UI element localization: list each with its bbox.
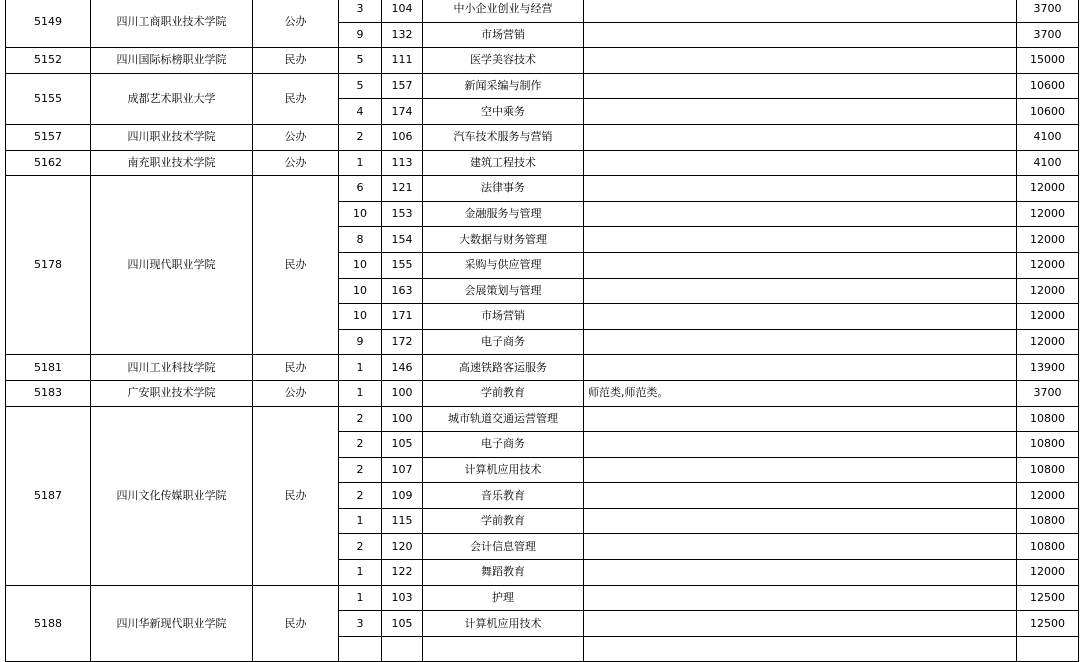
- major-name-cell: 采购与供应管理: [423, 252, 584, 278]
- plan-count-cell: 10: [339, 304, 382, 330]
- major-name-cell: 舞蹈教育: [423, 560, 584, 586]
- tuition-cell: 10800: [1017, 508, 1079, 534]
- major-code-cell: 105: [382, 611, 423, 637]
- major-name-cell: 高速铁路客运服务: [423, 355, 584, 381]
- tuition-cell: 12000: [1017, 304, 1079, 330]
- note-cell: [584, 0, 1017, 22]
- school-name-cell: 四川工商职业技术学院: [91, 0, 253, 48]
- tuition-cell: 10800: [1017, 534, 1079, 560]
- school-code-cell: 5149: [6, 0, 91, 48]
- plan-count-cell: 2: [339, 406, 382, 432]
- note-cell: [584, 508, 1017, 534]
- admission-plan-table: [5, 0, 1079, 662]
- table-row: [6, 73, 1079, 99]
- plan-count-cell: 1: [339, 150, 382, 176]
- major-code-cell: 146: [382, 355, 423, 381]
- tuition-cell: 12000: [1017, 227, 1079, 253]
- table-row: [6, 150, 1079, 176]
- school-type-cell: 民办: [253, 48, 339, 74]
- plan-count-cell: 1: [339, 508, 382, 534]
- major-name-cell: 会计信息管理: [423, 534, 584, 560]
- table-row: [6, 355, 1079, 381]
- note-cell: [584, 355, 1017, 381]
- major-name-cell: 学前教育: [423, 508, 584, 534]
- tuition-cell: 12500: [1017, 585, 1079, 611]
- school-name-cell: 成都艺术职业大学: [91, 73, 253, 124]
- major-name-cell: 会展策划与管理: [423, 278, 584, 304]
- major-code-cell: 104: [382, 0, 423, 22]
- tuition-cell: 12000: [1017, 176, 1079, 202]
- school-code-cell: 5178: [6, 176, 91, 355]
- table-row: [6, 124, 1079, 150]
- school-code-cell: 5155: [6, 73, 91, 124]
- major-code-cell: 109: [382, 483, 423, 509]
- tuition-cell: 3700: [1017, 22, 1079, 48]
- table-row: [6, 380, 1079, 406]
- school-name-cell: 南充职业技术学院: [91, 150, 253, 176]
- plan-count-cell: 8: [339, 227, 382, 253]
- table-row: [6, 48, 1079, 74]
- tuition-cell: 12000: [1017, 201, 1079, 227]
- note-cell: [584, 48, 1017, 74]
- school-type-cell: 民办: [253, 406, 339, 585]
- tuition-cell: 12000: [1017, 560, 1079, 586]
- major-name-cell: 计算机应用技术: [423, 457, 584, 483]
- school-type-cell: 公办: [253, 150, 339, 176]
- tuition-cell: 10600: [1017, 99, 1079, 125]
- school-name-cell: 四川文化传媒职业学院: [91, 406, 253, 585]
- note-cell: [584, 585, 1017, 611]
- school-code-cell: 5181: [6, 355, 91, 381]
- major-name-cell: [423, 636, 584, 662]
- major-code-cell: 120: [382, 534, 423, 560]
- major-code-cell: 100: [382, 406, 423, 432]
- major-code-cell: 171: [382, 304, 423, 330]
- major-name-cell: 市场营销: [423, 22, 584, 48]
- major-name-cell: 新闻采编与制作: [423, 73, 584, 99]
- note-cell: [584, 406, 1017, 432]
- major-code-cell: 174: [382, 99, 423, 125]
- table-row: [6, 406, 1079, 432]
- plan-count-cell: 1: [339, 355, 382, 381]
- school-type-cell: 公办: [253, 124, 339, 150]
- plan-count-cell: 4: [339, 99, 382, 125]
- major-name-cell: 空中乘务: [423, 99, 584, 125]
- tuition-cell: 10800: [1017, 406, 1079, 432]
- table-row: [6, 585, 1079, 611]
- plan-count-cell: 3: [339, 611, 382, 637]
- major-code-cell: 106: [382, 124, 423, 150]
- tuition-cell: [1017, 636, 1079, 662]
- major-name-cell: 中小企业创业与经营: [423, 0, 584, 22]
- note-cell: [584, 636, 1017, 662]
- plan-count-cell: 10: [339, 252, 382, 278]
- school-code-cell: 5188: [6, 585, 91, 662]
- major-code-cell: 103: [382, 585, 423, 611]
- plan-count-cell: 2: [339, 534, 382, 560]
- school-name-cell: 广安职业技术学院: [91, 380, 253, 406]
- major-name-cell: 电子商务: [423, 329, 584, 355]
- major-code-cell: 122: [382, 560, 423, 586]
- school-type-cell: 公办: [253, 380, 339, 406]
- tuition-cell: 15000: [1017, 48, 1079, 74]
- major-name-cell: 法律事务: [423, 176, 584, 202]
- major-code-cell: 163: [382, 278, 423, 304]
- note-cell: [584, 227, 1017, 253]
- major-name-cell: 市场营销: [423, 304, 584, 330]
- plan-count-cell: 6: [339, 176, 382, 202]
- note-cell: [584, 201, 1017, 227]
- school-name-cell: 四川现代职业学院: [91, 176, 253, 355]
- major-code-cell: 105: [382, 432, 423, 458]
- major-name-cell: 计算机应用技术: [423, 611, 584, 637]
- tuition-cell: 4100: [1017, 124, 1079, 150]
- school-name-cell: 四川职业技术学院: [91, 124, 253, 150]
- plan-count-cell: 2: [339, 432, 382, 458]
- major-code-cell: 100: [382, 380, 423, 406]
- school-type-cell: 民办: [253, 355, 339, 381]
- major-name-cell: 金融服务与管理: [423, 201, 584, 227]
- tuition-cell: 3700: [1017, 380, 1079, 406]
- plan-count-cell: 1: [339, 585, 382, 611]
- major-name-cell: 音乐教育: [423, 483, 584, 509]
- major-name-cell: 护理: [423, 585, 584, 611]
- major-name-cell: 汽车技术服务与营销: [423, 124, 584, 150]
- tuition-cell: 10600: [1017, 73, 1079, 99]
- major-name-cell: 医学美容技术: [423, 48, 584, 74]
- note-cell: [584, 483, 1017, 509]
- note-cell: [584, 457, 1017, 483]
- tuition-cell: 10800: [1017, 457, 1079, 483]
- tuition-cell: 4100: [1017, 150, 1079, 176]
- note-cell: [584, 176, 1017, 202]
- major-code-cell: 172: [382, 329, 423, 355]
- plan-count-cell: 10: [339, 278, 382, 304]
- major-code-cell: 153: [382, 201, 423, 227]
- note-cell: [584, 252, 1017, 278]
- major-name-cell: 学前教育: [423, 380, 584, 406]
- school-code-cell: 5157: [6, 124, 91, 150]
- plan-count-cell: 9: [339, 22, 382, 48]
- note-cell: [584, 560, 1017, 586]
- school-type-cell: 公办: [253, 0, 339, 48]
- tuition-cell: 12000: [1017, 252, 1079, 278]
- major-code-cell: 115: [382, 508, 423, 534]
- school-name-cell: 四川华新现代职业学院: [91, 585, 253, 662]
- major-code-cell: 132: [382, 22, 423, 48]
- school-name-cell: 四川工业科技学院: [91, 355, 253, 381]
- plan-count-cell: 5: [339, 73, 382, 99]
- school-code-cell: 5187: [6, 406, 91, 585]
- note-cell: [584, 278, 1017, 304]
- major-code-cell: 111: [382, 48, 423, 74]
- plan-count-cell: 2: [339, 457, 382, 483]
- tuition-cell: 13900: [1017, 355, 1079, 381]
- table-row: [6, 176, 1079, 202]
- tuition-cell: 12000: [1017, 278, 1079, 304]
- major-code-cell: 154: [382, 227, 423, 253]
- major-name-cell: 城市轨道交通运营管理: [423, 406, 584, 432]
- note-cell: [584, 22, 1017, 48]
- note-cell: [584, 150, 1017, 176]
- plan-count-cell: 2: [339, 483, 382, 509]
- note-cell: [584, 304, 1017, 330]
- note-cell: [584, 432, 1017, 458]
- plan-count-cell: 2: [339, 124, 382, 150]
- school-type-cell: 民办: [253, 585, 339, 662]
- tuition-cell: 10800: [1017, 432, 1079, 458]
- note-cell: [584, 611, 1017, 637]
- tuition-cell: 12000: [1017, 329, 1079, 355]
- plan-count-cell: 1: [339, 380, 382, 406]
- note-cell: [584, 73, 1017, 99]
- major-name-cell: 电子商务: [423, 432, 584, 458]
- school-type-cell: 民办: [253, 176, 339, 355]
- school-code-cell: 5162: [6, 150, 91, 176]
- major-code-cell: [382, 636, 423, 662]
- tuition-cell: 12000: [1017, 483, 1079, 509]
- plan-count-cell: 5: [339, 48, 382, 74]
- major-code-cell: 107: [382, 457, 423, 483]
- table-body: [6, 0, 1079, 662]
- note-cell: 师范类,师范类。: [584, 380, 1017, 406]
- plan-count-cell: [339, 636, 382, 662]
- table-row: [6, 0, 1079, 22]
- major-code-cell: 157: [382, 73, 423, 99]
- plan-count-cell: 3: [339, 0, 382, 22]
- note-cell: [584, 124, 1017, 150]
- major-name-cell: 大数据与财务管理: [423, 227, 584, 253]
- note-cell: [584, 329, 1017, 355]
- note-cell: [584, 99, 1017, 125]
- school-code-cell: 5152: [6, 48, 91, 74]
- school-code-cell: 5183: [6, 380, 91, 406]
- plan-count-cell: 10: [339, 201, 382, 227]
- school-name-cell: 四川国际标榜职业学院: [91, 48, 253, 74]
- major-code-cell: 121: [382, 176, 423, 202]
- major-code-cell: 155: [382, 252, 423, 278]
- major-name-cell: 建筑工程技术: [423, 150, 584, 176]
- plan-count-cell: 9: [339, 329, 382, 355]
- major-code-cell: 113: [382, 150, 423, 176]
- school-type-cell: 民办: [253, 73, 339, 124]
- note-cell: [584, 534, 1017, 560]
- tuition-cell: 12500: [1017, 611, 1079, 637]
- plan-count-cell: 1: [339, 560, 382, 586]
- tuition-cell: 3700: [1017, 0, 1079, 22]
